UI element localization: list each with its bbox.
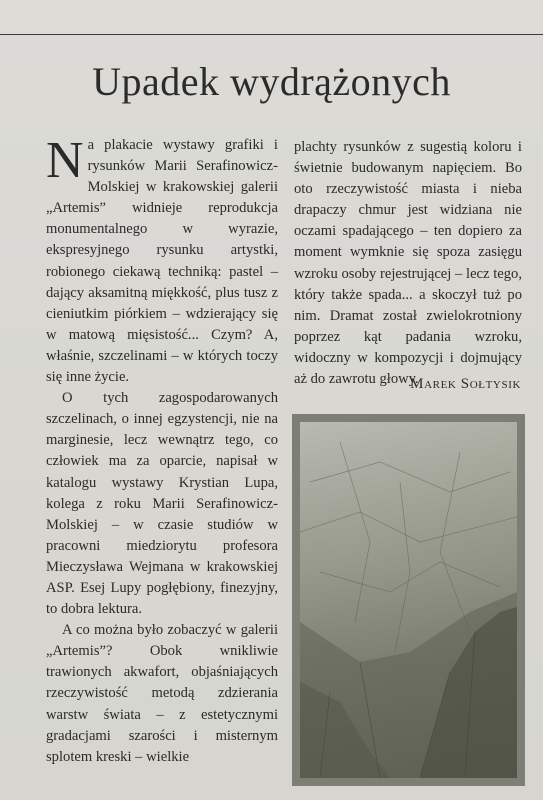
paragraph-4: plachty rysunków z sugestią koloru i świetnie budowanym napięciem. Bo oto rzeczywistość miasta i nieba drapaczy chmur jest widziana nie oczami spadającego – ten dopiero za moment wymknie się spoza zasięgu wzroku osoby rejestrującej – lecz tego, który także spada... a skoczył tuż po nim. Dramat został zwielokrotniony poprzez kąt padania wzroku, widoczny w kompozycji i dojmujący aż do zawrotu głowy. bbox=[294, 139, 522, 388]
paragraph-3: A co można było zobaczyć w galerii „Artemis”? Obok wnikliwie trawionych akwafort, objaśniających rzeczywistość metodą zdzierania warstw świata – z estetycznymi gradacjami szarości i misternym splotem kreski – wielkie bbox=[46, 622, 278, 765]
article-title: Upadek wydrążonych bbox=[92, 59, 451, 104]
artwork-frame bbox=[292, 414, 525, 786]
author-byline: Marek Sołtysik bbox=[410, 376, 521, 392]
paragraph-1-text: a plakacie wystawy grafiki i rysunków Marii Serafinowicz-Molskiej w krakowskiej galerii „Artemis” widnieje reprodukcja monumentalnego w wyrazie, ekspresyjnego rysunku artystki, robionego ciekawą techniką: pastel – dający aksamitną miękkość, plus tusz z cieniutkim piórkiem – wdzierający się w matową mięsistość... Czym? A, właśnie, szczelinami – w których toczy się inne życie. bbox=[46, 137, 278, 386]
paragraph-2: O tych zagospodarowanych szczelinach, o innej egzystencji, nie na marginesie, lecz wewnątrz tego, co człowiek ma za oparcie, napisał w katalogu wystawy Krystian Lupa, kolega z roku Marii Serafinowicz-Molskiej – w czasie studiów w pracowni miedziorytu profesora Mieczysława Wejmana w krakowskiej ASP. Esej Lupy pogłębiony, finezyjny, to dobra lektura. bbox=[46, 390, 278, 618]
right-column bbox=[294, 137, 522, 390]
artwork-image bbox=[300, 422, 517, 778]
artwork-drawing bbox=[300, 422, 517, 778]
paragraph-1 bbox=[46, 132, 278, 388]
left-column bbox=[46, 132, 278, 768]
drop-cap: N bbox=[46, 132, 84, 189]
top-rule bbox=[0, 34, 543, 35]
